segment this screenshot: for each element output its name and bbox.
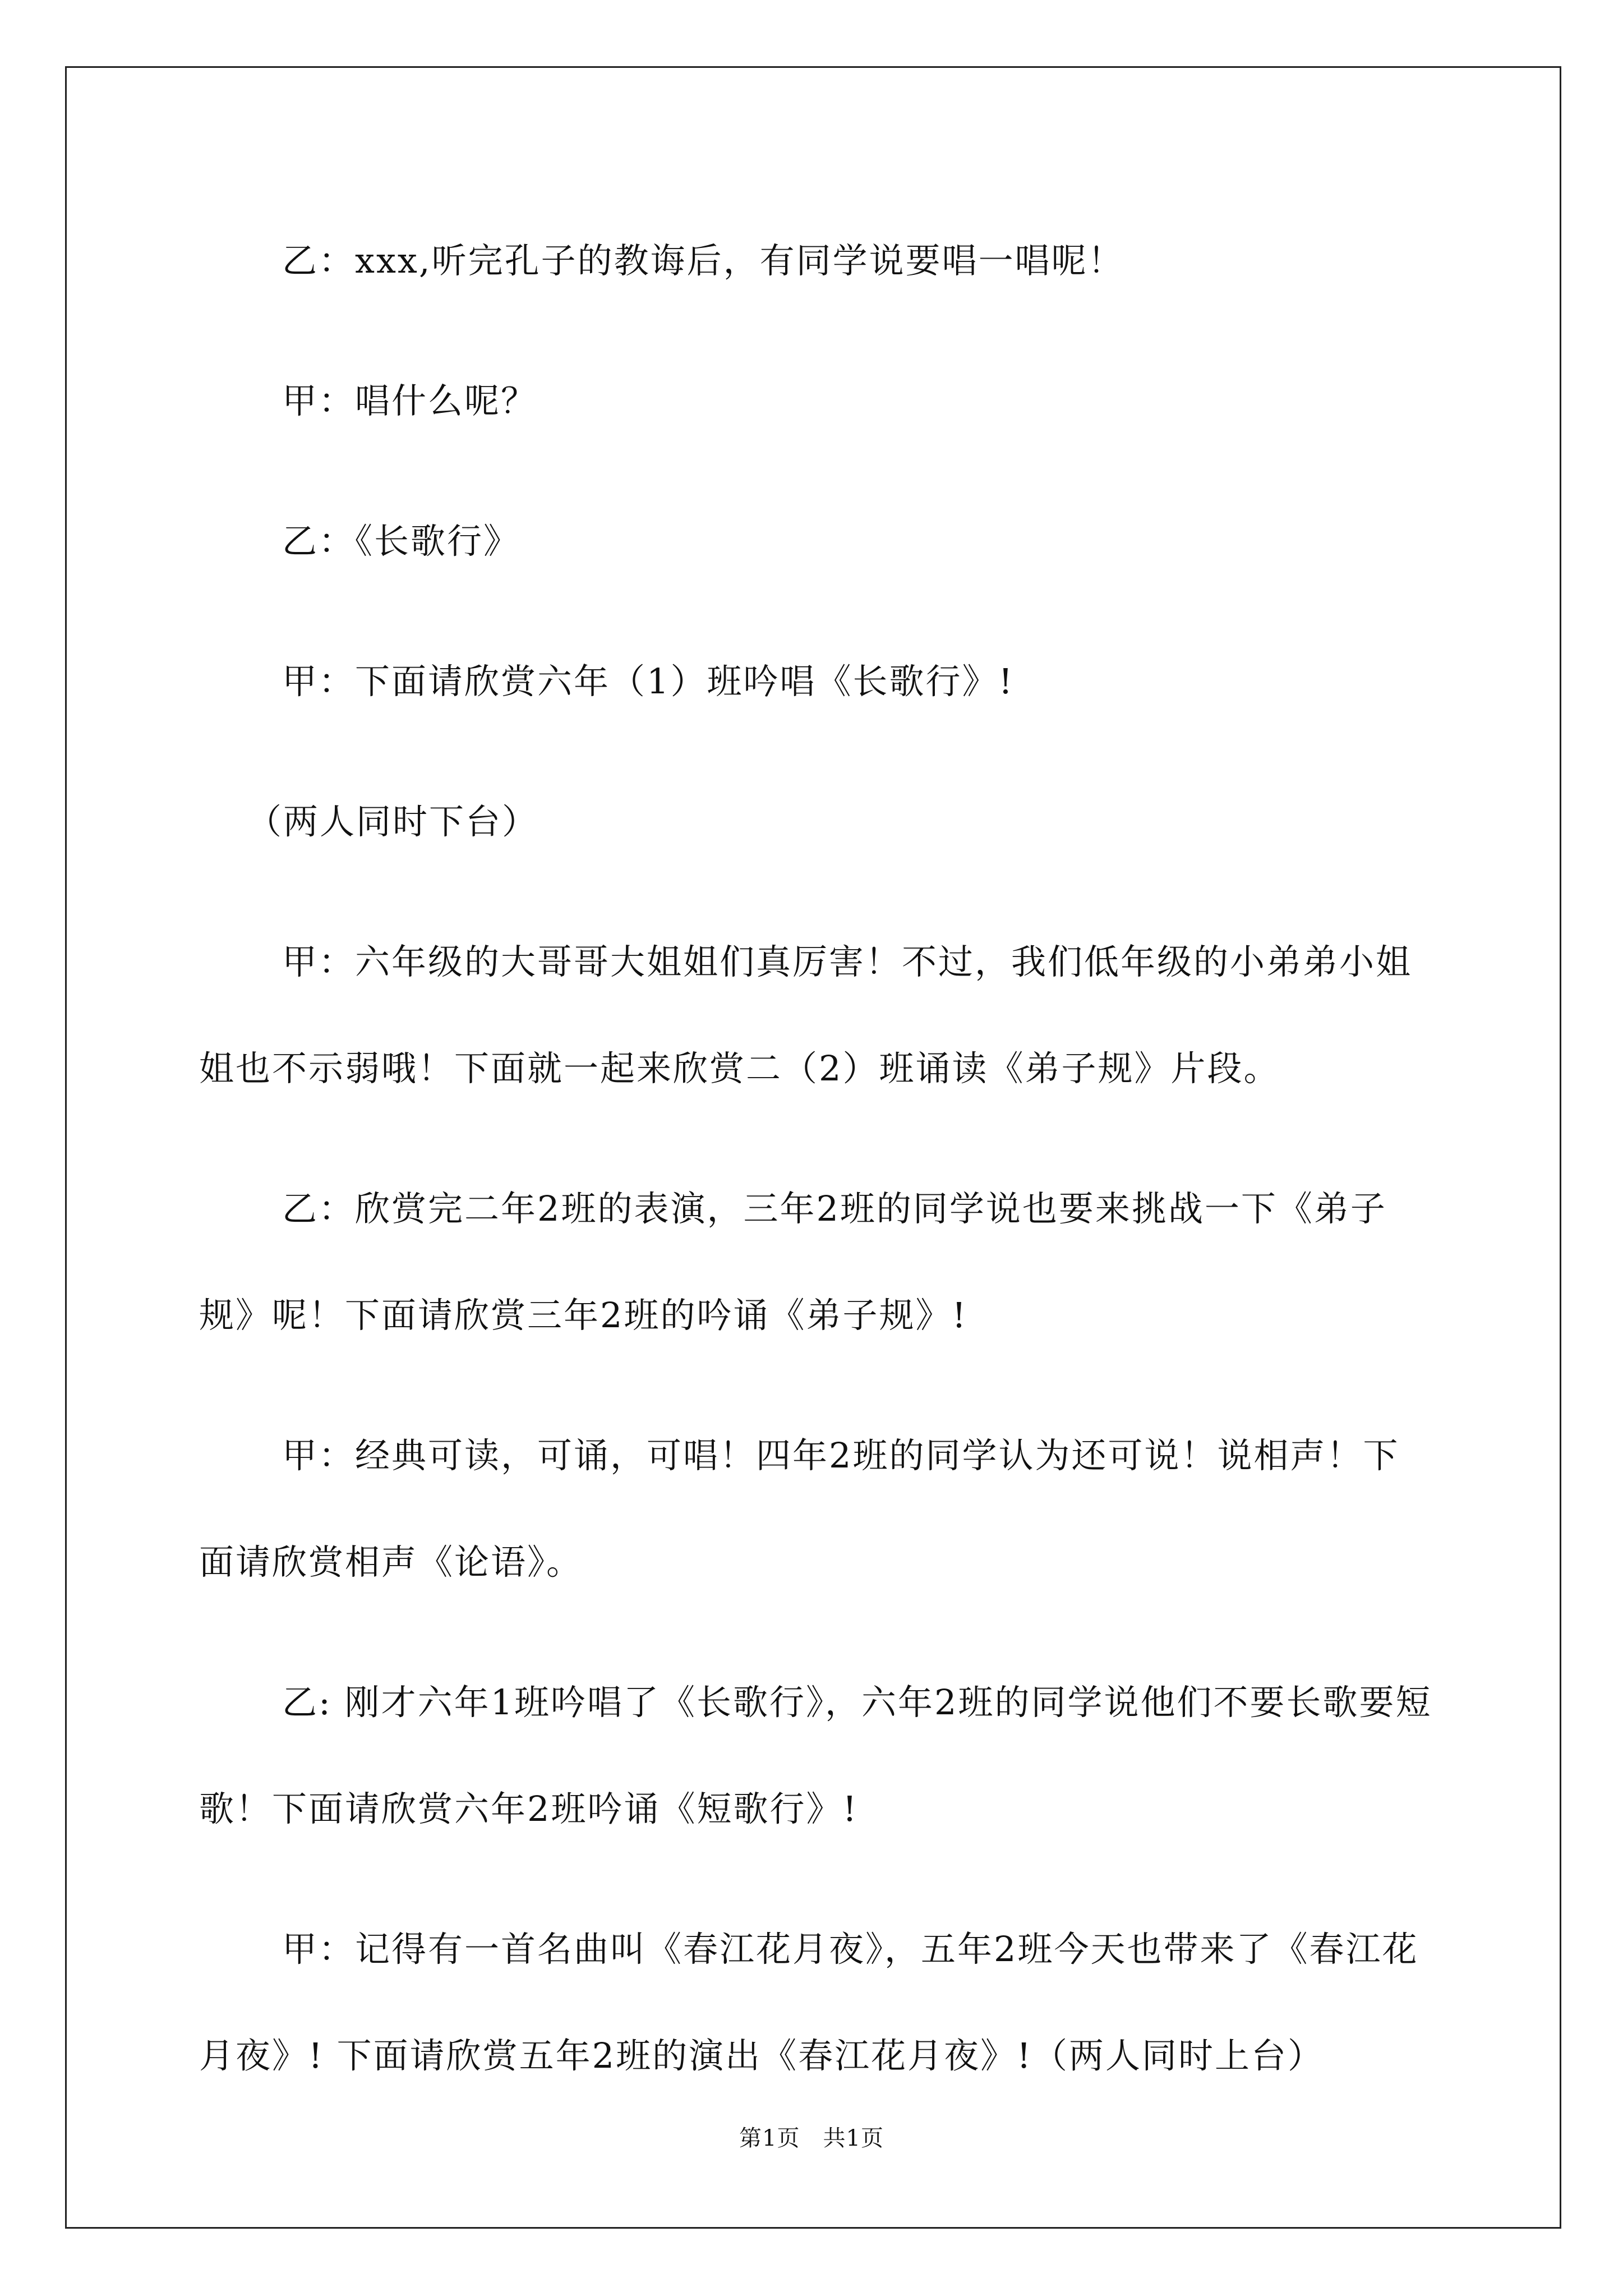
- document-body: [199, 208, 1433, 2143]
- paragraph-6: 甲：六年级的大哥哥大姐姐们真厉害！不过，我们低年级的小弟弟小姐姐也不示弱哦！下面就一起来欣赏二（2）班诵读《弟子规》片段。: [199, 941, 1413, 1089]
- paragraph-1: 乙：xxx,听完孔子的教诲后，有同学说要唱一唱呢！: [282, 240, 1124, 281]
- paragraph-3: 乙：《长歌行》: [282, 521, 520, 562]
- paragraph-4: 甲：下面请欣赏六年（1）班吟唱《长歌行》!: [282, 661, 1015, 702]
- paragraph-5: （两人同时下台）: [247, 801, 539, 842]
- paragraph-7: 乙：欣赏完二年2班的表演，三年2班的同学说也要来挑战一下《弟子规》呢！下面请欣赏三年2班的吟诵《弟子规》!: [199, 1188, 1387, 1336]
- paragraph-8: 甲：经典可读，可诵，可唱！四年2班的同学认为还可说！说相声！下面请欣赏相声《论语》。: [199, 1435, 1400, 1582]
- paragraph-9: 乙: 刚才六年1班吟唱了《长歌行》，六年2班的同学说他们不要长歌要短歌！下面请欣赏六年2班吟诵《短歌行》!: [199, 1682, 1432, 1829]
- paragraph-2: 甲：唱什么呢？: [282, 380, 538, 421]
- page-footer: 第1页 共1页: [739, 2125, 884, 2151]
- paragraph-10: 甲：记得有一首名曲叫《春江花月夜》，五年2班今天也带来了《春江花月夜》! 下面请欣赏五年2班的演出《春江花月夜》!（两人同时上台）: [199, 1929, 1419, 2076]
